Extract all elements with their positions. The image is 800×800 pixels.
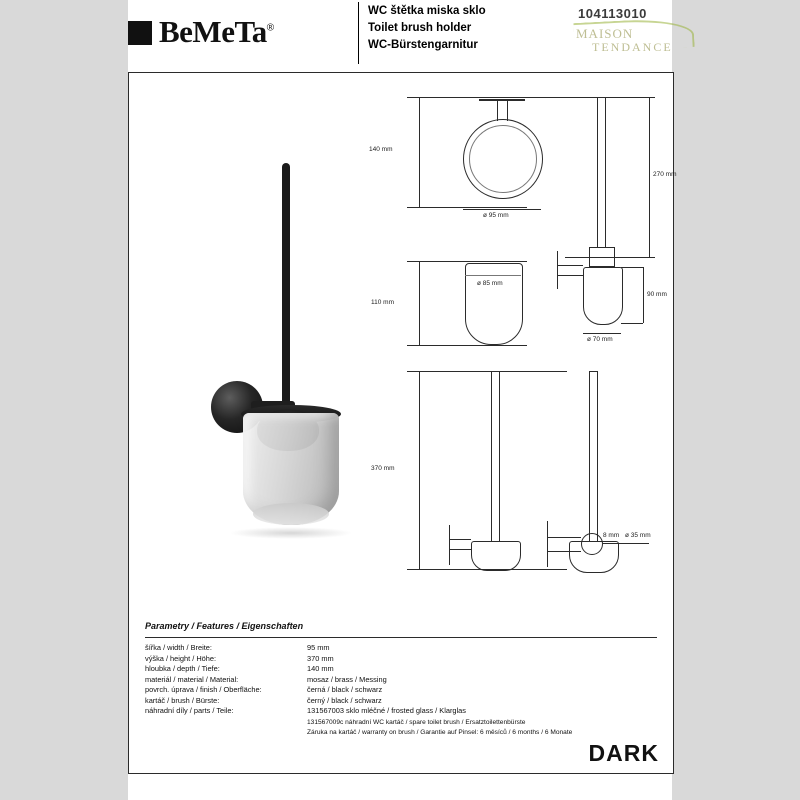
- dim-label-d35: ø 35 mm: [625, 532, 651, 539]
- dwg1-top-extension-line: [407, 97, 577, 98]
- param-value: 140 mm: [307, 664, 334, 673]
- table-row: [145, 706, 657, 717]
- table-row: [145, 654, 657, 665]
- param-value: 370 mm: [307, 653, 334, 663]
- dwg1-dim-line-140: [419, 97, 420, 207]
- watermark-line1: MAISON: [576, 26, 634, 41]
- param-value: mosaz / brass / Messing: [307, 674, 387, 684]
- table-row: [145, 664, 657, 675]
- glass-cup-bottom-shape: [253, 503, 329, 525]
- dwg5-handle-right: [597, 371, 598, 541]
- dwg1-bottom-extension-line: [407, 207, 527, 208]
- dim-label-370: 370 mm: [371, 465, 395, 472]
- dwg3-top-extension-line: [407, 261, 527, 262]
- brand-logo: [128, 6, 348, 56]
- param-key: náhradní díly / parts / Teile:: [145, 706, 234, 715]
- dwg2-bracket-bottom: [557, 275, 583, 276]
- parameters-table: [145, 621, 657, 737]
- dwg3-bottom-extension-line: [407, 345, 527, 346]
- header-divider: [358, 2, 359, 64]
- page-right-margin: [672, 0, 800, 800]
- product-code: 104113010: [578, 6, 647, 21]
- dwg4-bracket-top: [449, 539, 471, 540]
- param-key: hloubka / depth / Tiefe:: [145, 664, 220, 673]
- logo-wordmark-text: BeMeTa: [159, 13, 267, 49]
- dwg5-detail-dim-line: [603, 543, 649, 544]
- watermark-line2: TENDANCE: [592, 40, 673, 54]
- dwg4-top-extension-line: [407, 371, 567, 372]
- dwg4-handle-top: [491, 371, 499, 372]
- dwg2-glass-cup: [583, 267, 623, 325]
- parameters-rule: [145, 637, 657, 638]
- dim-label-d70: ø 70 mm: [587, 336, 613, 343]
- product-title-block: [368, 3, 568, 54]
- page-header: [0, 0, 800, 68]
- dwg1-diameter-dim-line: [463, 209, 541, 210]
- param-key: kartáč / brush / Bürste:: [145, 695, 220, 705]
- dwg5-handle-left: [589, 371, 590, 541]
- dwg2-d70-dim-line: [583, 333, 621, 334]
- table-row: [145, 675, 657, 686]
- dwg2-top-extension-line: [565, 97, 655, 98]
- dwg2-bracket-top: [557, 265, 583, 266]
- dim-label-110: 110 mm: [371, 299, 394, 306]
- dwg4-wall-line: [449, 525, 450, 565]
- collection-name: DARK: [588, 740, 659, 766]
- dwg4-dim-line-370: [419, 371, 420, 569]
- dwg2-handle-right: [605, 97, 606, 247]
- param-value: černý / black / schwarz: [307, 695, 382, 705]
- param-key: výška / height / Höhe:: [145, 653, 217, 663]
- brush-handle-shape: [282, 163, 290, 433]
- dwg4-handle-right: [499, 371, 500, 541]
- dwg1-mount-stem-right: [507, 101, 508, 121]
- dwg1-ring-inner: [469, 125, 537, 193]
- dwg5-bracket-bottom: [547, 551, 581, 552]
- dwg1-mount-stem-left: [497, 101, 498, 121]
- header-grey-band-edge: [766, 0, 800, 68]
- dwg2-collar: [589, 247, 615, 267]
- param-key: materiál / material / Material:: [145, 674, 239, 684]
- dim-label-8: 8 mm: [603, 532, 620, 539]
- page-left-margin: [0, 0, 128, 800]
- dwg3-dim-line-110: [419, 261, 420, 345]
- dwg4-glass-cup: [471, 541, 521, 571]
- dwg2-wall-line: [557, 251, 558, 289]
- dim-label-270: 270 mm: [653, 171, 677, 178]
- dim-label-d95: ø 95 mm: [483, 212, 509, 219]
- logo-square-icon: [128, 21, 152, 45]
- dwg5-bracket-top: [547, 537, 581, 538]
- dim-label-90: 90 mm: [647, 291, 667, 298]
- photo-shadow: [229, 527, 353, 539]
- product-title-de: WC-Bürstengarnitur: [368, 39, 478, 51]
- param-value: 131567003 sklo mléčné / frosted glass / Klarglas: [307, 706, 466, 715]
- dwg1-mount-bar: [479, 99, 525, 101]
- param-value: černá / black / schwarz: [307, 685, 383, 694]
- dwg5-handle-top: [589, 371, 597, 372]
- product-title-cs: WC štětka miska sklo: [368, 5, 486, 17]
- dwg2-dim-line-270: [649, 97, 650, 257]
- table-row: [145, 643, 657, 654]
- product-photo: [169, 163, 389, 593]
- param-key: šířka / width / Breite:: [145, 643, 212, 652]
- dim-label-d85: ø 85 mm: [477, 280, 503, 287]
- dwg2-dim-line-90: [643, 267, 644, 323]
- dwg5-mount-circle: [581, 533, 603, 555]
- warranty-note: Záruka na kartáč / warranty on brush / Garantie auf Pinsel: 6 měsíců / 6 months / 6 Monate: [307, 728, 573, 736]
- dwg2-90-ext-bottom: [621, 323, 643, 324]
- maison-tendance-watermark: [566, 16, 701, 60]
- dwg4-bracket-bottom: [449, 549, 471, 550]
- dwg2-handle-left: [597, 97, 598, 247]
- technical-drawings: [369, 89, 677, 629]
- param-key: povrch. úprava / finish / Oberfläche:: [145, 685, 262, 694]
- product-title-en: Toilet brush holder: [368, 22, 472, 34]
- param-value: 95 mm: [307, 643, 330, 652]
- registered-trademark-icon: ®: [266, 22, 274, 34]
- table-row: [145, 696, 657, 707]
- dwg4-handle-left: [491, 371, 492, 541]
- table-row: [145, 685, 657, 696]
- datasheet-frame: [128, 72, 677, 774]
- dwg2-90-ext-top: [621, 267, 643, 268]
- dwg3-cup-rim-line: [465, 275, 521, 276]
- spare-parts-extra: 131567009c náhradní WC kartáč / spare toilet brush / Ersatztoilettenbürste: [307, 718, 526, 726]
- logo-wordmark: [159, 13, 274, 49]
- dwg2-handle-top: [597, 97, 605, 98]
- dim-label-140: 140 mm: [369, 146, 393, 153]
- dwg5-wall-line: [547, 521, 548, 567]
- parameters-title: Parametry / Features / Eigenschaften: [145, 621, 304, 631]
